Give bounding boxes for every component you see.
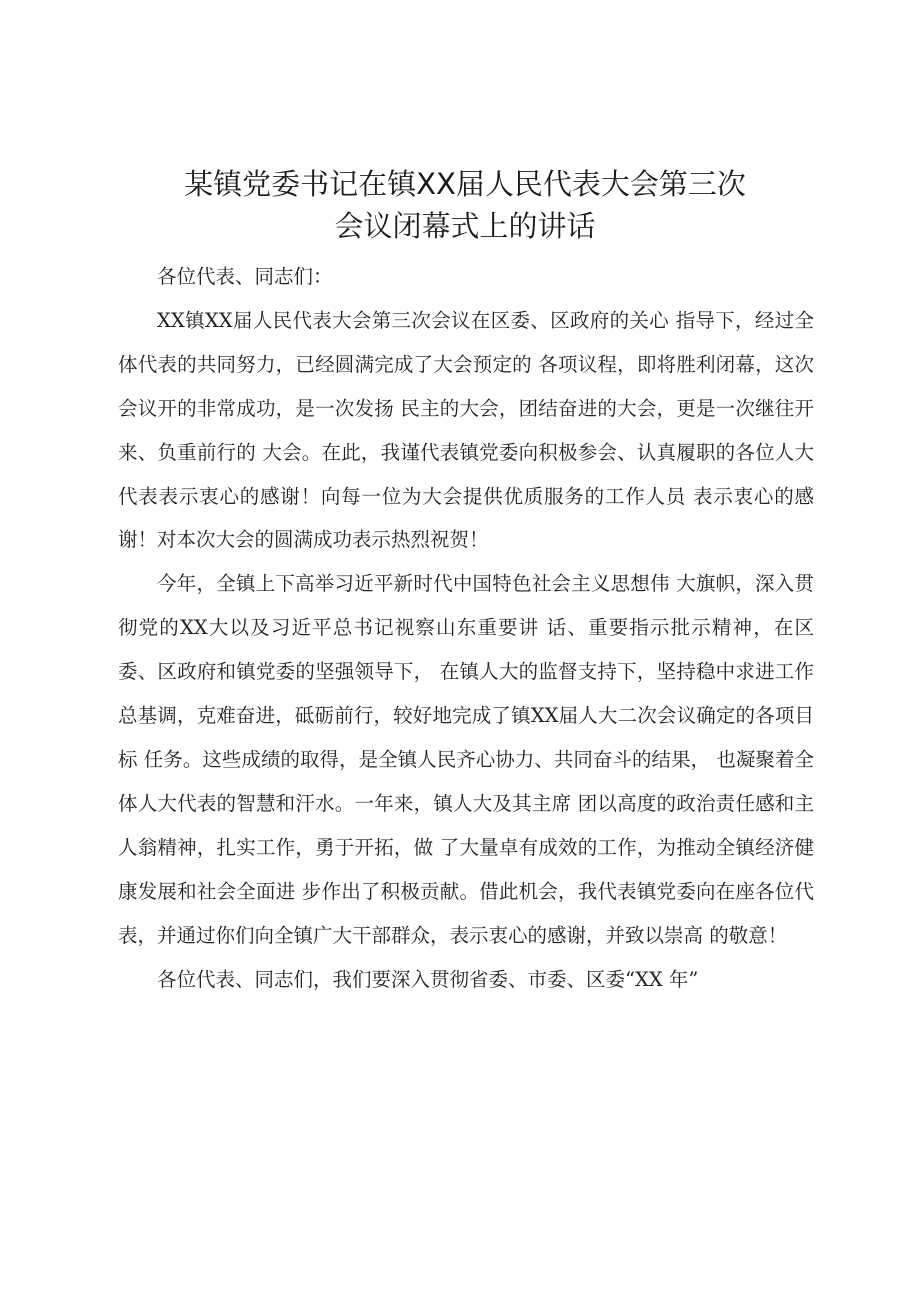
paragraph-2: 今年，全镇上下高举习近平新时代中国特色社会主义思想伟 大旗帜，深入贯彻党的XX大以及习近平总书记视察山东重要讲 话、重要指示批示精神，在区委、区政府和镇党委的坚强领导下， 在镇人大的监督支持下，坚持稳中求进工作总基调，克难奋进，砥砺前行，较好地完成了镇XX届人大二次会议确定的各项目标 任务。这些成绩的取得，是全镇人民齐心协力、共同奋斗的结果， 也凝聚着全体人大代表的智慧和汗水。一年来，镇人大及其主席 团以高度的政治责任感和主人翁精神，扎实工作，勇于开拓，做 了大量卓有成效的工作，为推动全镇经济健康发展和社会全面进 步作出了积极贡献。借此机会，我代表镇党委向在座各位代表，并通过你们向全镇广大干部群众，表示衷心的感谢，并致以崇高 的敬意！ bbox=[118, 572, 814, 947]
paragraph-1: XX镇XX届人民代表大会第三次会议在区委、区政府的关心 指导下，经过全体代表的共同努力，已经圆满完成了大会预定的 各项议程，即将胜利闭幕，这次会议开的非常成功，是一次发扬 民主的大会，团结奋进的大会，更是一次继往开来、负重前行的 大会。在此，我谨代表镇党委向积极参会、认真履职的各位人大 代表表示衷心的感谢！向每一位为大会提供优质服务的工作人员 表示衷心的感谢！对本次大会的圆满成功表示热烈祝贺！ bbox=[118, 308, 814, 552]
salutation: 各位代表、同志们： bbox=[157, 265, 333, 288]
paragraph-3: 各位代表、同志们，我们要深入贯彻省委、市委、区委“XX 年” bbox=[157, 967, 699, 991]
document-title-line-2: 会议闭幕式上的讲话 bbox=[334, 209, 596, 243]
document-title-line-1: 某镇党委书记在镇XX届人民代表大会第三次 bbox=[184, 167, 746, 201]
document-body bbox=[118, 255, 814, 1001]
